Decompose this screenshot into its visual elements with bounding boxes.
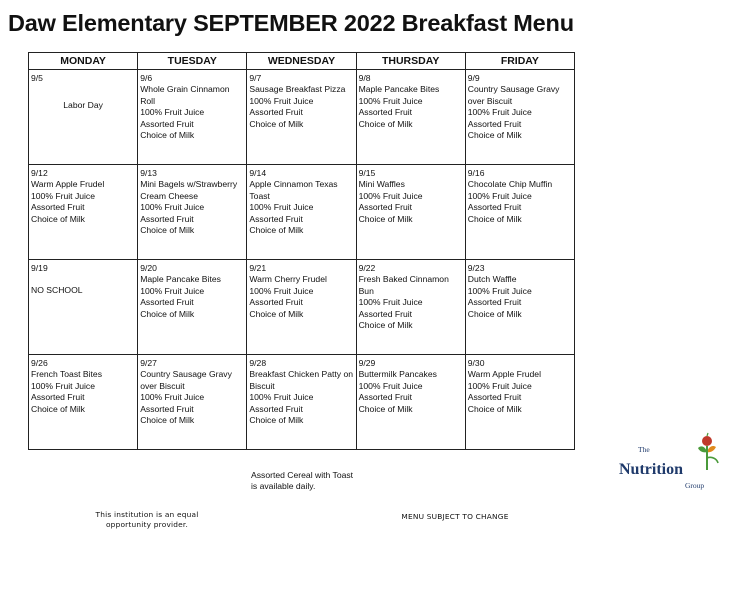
cell-menu-item: Country Sausage Gravy over Biscuit	[140, 369, 232, 391]
menu-cell-friday	[465, 70, 574, 165]
logo-group-text: Group	[685, 481, 705, 490]
cell-menu-item: Assorted Fruit	[358, 107, 413, 118]
cell-menu-item: 100% Fruit Juice	[467, 190, 532, 201]
equal-opportunity-line-2: opportunity provider.	[105, 519, 189, 529]
cell-menu-item: Choice of Milk	[140, 225, 195, 236]
cell-menu-item: Choice of Milk	[140, 415, 195, 426]
cell-menu-item: Choice of Milk	[358, 320, 413, 331]
cell-menu-item: Assorted Fruit	[467, 202, 522, 213]
cell-menu-item: 100% Fruit Juice	[467, 380, 532, 391]
cell-menu-item: Whole Grain Cinnamon Roll	[140, 84, 230, 106]
menu-cell-monday	[29, 355, 138, 450]
cell-date: 9/15	[358, 168, 376, 178]
menu-cell-monday	[29, 165, 138, 260]
cell-menu-item: 100% Fruit Juice	[358, 380, 423, 391]
week-row	[29, 355, 575, 450]
cell-menu-item: Labor Day	[63, 99, 103, 110]
menu-cell-friday	[465, 355, 574, 450]
page-title: Daw Elementary SEPTEMBER 2022 Breakfast Menu	[8, 10, 574, 36]
cell-menu-item: Choice of Milk	[31, 213, 85, 224]
logo-the-text: The	[638, 445, 650, 454]
cell-menu-item: Warm Apple Frudel	[467, 369, 541, 380]
cell-menu-item: Fresh Baked Cinnamon Bun	[358, 274, 449, 296]
cell-menu-item: Sausage Breakfast Pizza	[249, 84, 346, 95]
cell-menu-item: 100% Fruit Juice	[140, 202, 205, 213]
cell-menu-item: Choice of Milk	[249, 225, 304, 236]
cell-menu-item: Choice of Milk	[140, 308, 195, 319]
cell-menu-item: Choice of Milk	[358, 213, 413, 224]
cell-menu-item: Chocolate Chip Muffin	[467, 179, 553, 190]
menu-cell-thursday	[356, 260, 465, 355]
cell-menu-item: Choice of Milk	[467, 130, 522, 141]
cell-menu-item: Dutch Waffle	[467, 274, 517, 285]
cell-date: 9/29	[358, 358, 376, 368]
cell-menu-item: Assorted Fruit	[467, 392, 522, 403]
cell-menu-item: Assorted Fruit	[249, 213, 303, 224]
cell-menu-item: 100% Fruit Juice	[31, 380, 96, 391]
cell-menu-item: Assorted Fruit	[249, 297, 303, 308]
cell-menu-item: 100% Fruit Juice	[358, 297, 423, 308]
menu-cell-thursday	[356, 165, 465, 260]
menu-cell-wednesday	[247, 165, 356, 260]
cell-date: 9/26	[31, 358, 48, 368]
cell-menu-item: French Toast Bites	[31, 369, 103, 380]
cereal-note-line-2: is available daily.	[251, 481, 316, 492]
cell-menu-item: 100% Fruit Juice	[358, 95, 423, 106]
cell-menu-item: Assorted Fruit	[358, 202, 413, 213]
equal-opportunity-line-1: This institution is an equal	[95, 510, 199, 519]
cell-menu-item: 100% Fruit Juice	[358, 190, 423, 201]
cell-menu-item: 100% Fruit Juice	[249, 392, 314, 403]
cell-menu-item: Maple Pancake Bites	[358, 84, 440, 95]
menu-cell-wednesday	[247, 260, 356, 355]
cell-menu-item: Assorted Fruit	[249, 403, 303, 414]
weekday-header-row	[29, 53, 575, 70]
cell-menu-item: Breakfast Chicken Patty on Biscuit	[249, 369, 354, 391]
cell-menu-item: 100% Fruit Juice	[249, 95, 314, 106]
menu-cell-monday	[29, 70, 138, 165]
week-row	[29, 165, 575, 260]
cereal-note-line-1: Assorted Cereal with Toast	[251, 470, 354, 480]
cell-menu-item	[31, 274, 135, 285]
leaf-left-shape	[698, 446, 707, 452]
menu-cell-wednesday	[247, 355, 356, 450]
cereal-note	[251, 470, 353, 493]
cell-menu-item: 100% Fruit Juice	[467, 107, 532, 118]
cell-menu-item: Apple Cinnamon Texas Toast	[249, 179, 338, 201]
cell-menu-item: Assorted Fruit	[358, 392, 413, 403]
cell-date: 9/21	[249, 263, 267, 273]
header-friday: FRIDAY	[465, 53, 574, 70]
equal-opportunity-statement	[82, 510, 212, 529]
menu-cell-thursday	[356, 355, 465, 450]
cell-date: 9/9	[467, 73, 480, 83]
cell-date: 9/7	[249, 73, 262, 83]
cell-menu-item: Assorted Fruit	[249, 107, 303, 118]
cell-menu-item: Mini Waffles	[358, 179, 405, 190]
cell-date: 9/8	[358, 73, 371, 83]
cell-menu-item: Warm Cherry Frudel	[249, 274, 327, 285]
fruit-icon	[692, 432, 722, 472]
menu-cell-friday	[465, 165, 574, 260]
cell-menu-item: Warm Apple Frudel	[31, 179, 105, 190]
cell-menu-item: Assorted Fruit	[467, 118, 522, 129]
cell-menu-item: 100% Fruit Juice	[140, 107, 205, 118]
week-row	[29, 70, 575, 165]
cell-menu-item: Assorted Fruit	[140, 403, 194, 414]
cell-menu-item: Country Sausage Gravy over Biscuit	[467, 84, 560, 106]
week-row	[29, 260, 575, 355]
menu-cell-tuesday	[138, 70, 247, 165]
logo-nutrition-text: Nutrition	[619, 461, 683, 478]
menu-cell-thursday	[356, 70, 465, 165]
cell-date: 9/20	[140, 263, 157, 273]
cell-menu-item: 100% Fruit Juice	[140, 285, 205, 296]
cell-menu-item: NO SCHOOL	[31, 285, 83, 296]
cell-menu-item: Maple Pancake Bites	[140, 274, 221, 285]
cell-menu-item: Choice of Milk	[467, 213, 522, 224]
cell-menu-item: Assorted Fruit	[140, 297, 194, 308]
cell-menu-item: Choice of Milk	[467, 308, 522, 319]
stem-shape	[707, 433, 708, 436]
cell-menu-item: 100% Fruit Juice	[249, 285, 314, 296]
header-thursday: THURSDAY	[356, 53, 465, 70]
cell-menu-item: Choice of Milk	[31, 403, 85, 414]
cell-date: 9/5	[31, 73, 43, 83]
cell-date: 9/28	[249, 358, 267, 368]
cell-menu-item: Choice of Milk	[249, 308, 304, 319]
apple-shape	[702, 436, 712, 446]
header-monday: MONDAY	[29, 53, 138, 70]
cell-date: 9/16	[467, 168, 485, 178]
vine-curl-shape	[707, 457, 718, 463]
menu-cell-monday	[29, 260, 138, 355]
cell-date: 9/13	[140, 168, 157, 178]
cell-menu-item: 100% Fruit Juice	[467, 285, 532, 296]
cell-date: 9/19	[31, 263, 48, 273]
cell-date: 9/14	[249, 168, 267, 178]
cell-menu-item: 100% Fruit Juice	[31, 190, 96, 201]
cell-date: 9/23	[467, 263, 485, 273]
menu-subject-to-change: MENU SUBJECT TO CHANGE	[401, 512, 509, 521]
cell-date: 9/27	[140, 358, 157, 368]
cell-menu-item: Assorted Fruit	[140, 118, 194, 129]
leaf-right-shape	[707, 446, 716, 452]
cell-menu-item: Mini Bagels w/Strawberry Cream Cheese	[140, 179, 238, 201]
cell-spacer	[31, 84, 135, 95]
cell-menu-item: Assorted Fruit	[467, 297, 522, 308]
menu-cell-friday	[465, 260, 574, 355]
cell-menu-item: Choice of Milk	[140, 130, 195, 141]
nutrition-group-logo	[614, 430, 724, 496]
cell-date: 9/12	[31, 168, 48, 178]
cell-menu-item: Assorted Fruit	[140, 213, 194, 224]
menu-cell-tuesday	[138, 165, 247, 260]
cell-date: 9/30	[467, 358, 485, 368]
cell-menu-item: Choice of Milk	[358, 118, 413, 129]
header-tuesday: TUESDAY	[138, 53, 247, 70]
cell-menu-item: Choice of Milk	[467, 403, 522, 414]
cell-menu-item: Buttermilk Pancakes	[358, 369, 437, 380]
menu-calendar-table	[28, 52, 575, 450]
cell-date: 9/22	[358, 263, 376, 273]
menu-cell-tuesday	[138, 260, 247, 355]
header-wednesday: WEDNESDAY	[247, 53, 356, 70]
cell-menu-item: 100% Fruit Juice	[249, 202, 314, 213]
menu-cell-wednesday	[247, 70, 356, 165]
cell-menu-item: Assorted Fruit	[31, 202, 85, 213]
menu-cell-tuesday	[138, 355, 247, 450]
cell-menu-item: Choice of Milk	[249, 118, 304, 129]
cell-menu-item: 100% Fruit Juice	[140, 392, 205, 403]
cell-menu-item: Assorted Fruit	[31, 392, 85, 403]
cell-menu-item: Choice of Milk	[249, 415, 304, 426]
cell-menu-item: Choice of Milk	[358, 403, 413, 414]
cell-menu-item: Assorted Fruit	[358, 308, 413, 319]
cell-date: 9/6	[140, 73, 153, 83]
